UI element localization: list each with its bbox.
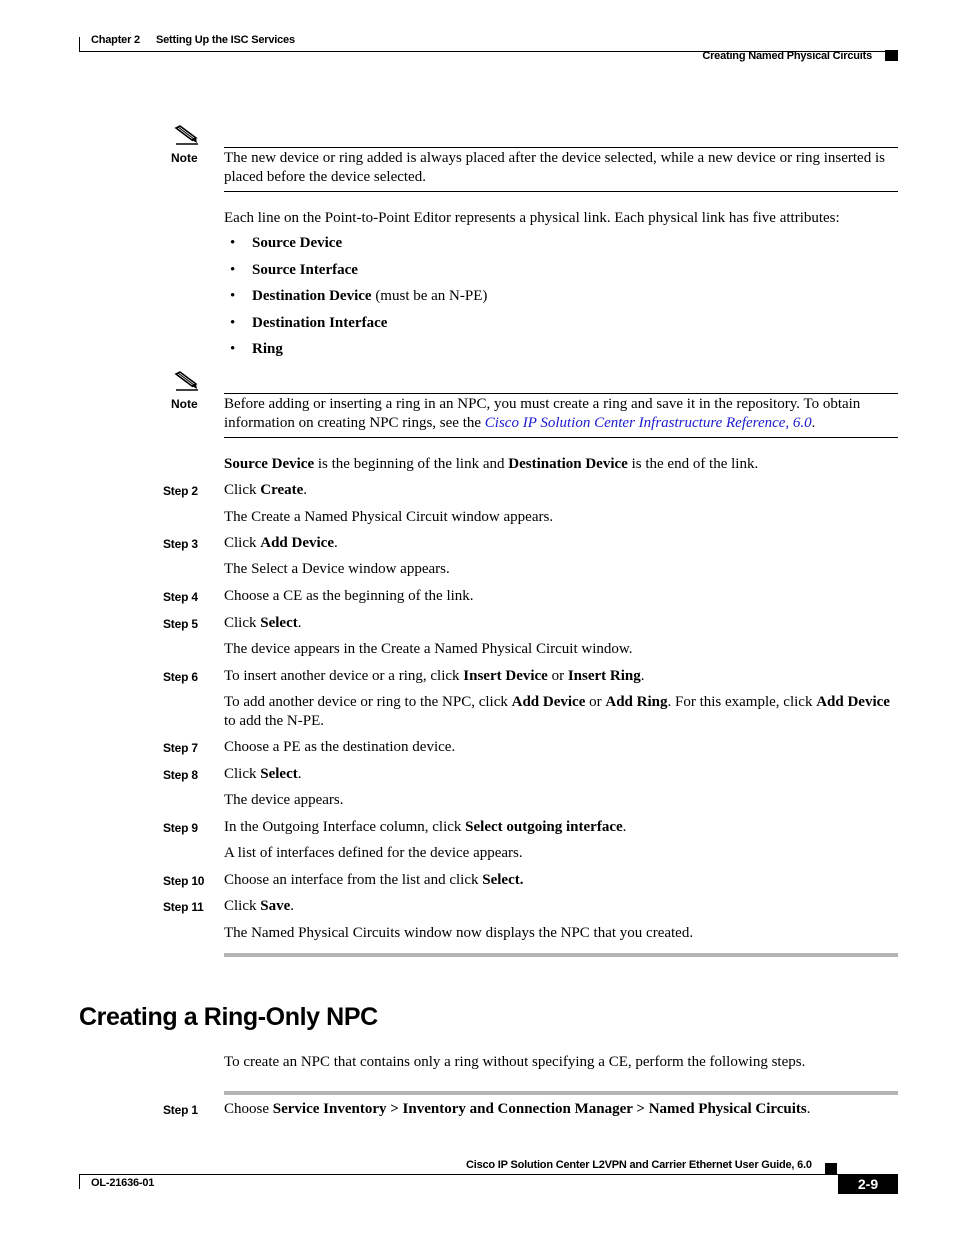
step-text: Click Add Device. bbox=[224, 535, 338, 551]
header-chapter-title: Setting Up the ISC Services bbox=[156, 34, 295, 46]
footer-guide-title: Cisco IP Solution Center L2VPN and Carrier Ethernet User Guide, 6.0 bbox=[466, 1159, 812, 1171]
step-label: Step 9 bbox=[163, 821, 198, 835]
step-label: Step 4 bbox=[163, 590, 198, 604]
list-item: Destination Device (must be an N-PE) bbox=[252, 288, 488, 304]
bullet: • bbox=[230, 288, 236, 304]
header-section: Creating Named Physical Circuits bbox=[702, 50, 872, 62]
step-label: Step 3 bbox=[163, 537, 198, 551]
page-number: 2-9 bbox=[838, 1174, 898, 1194]
step-text: Choose a PE as the destination device. bbox=[224, 739, 456, 755]
bullet: • bbox=[230, 235, 236, 251]
step-text: In the Outgoing Interface column, click Select outgoing interface. bbox=[224, 819, 627, 835]
step-label: Step 8 bbox=[163, 768, 198, 782]
note-top-rule bbox=[224, 393, 898, 394]
step-result: The device appears. bbox=[224, 792, 344, 808]
note-pencil-icon bbox=[174, 370, 200, 392]
step-label: Step 10 bbox=[163, 874, 205, 888]
step-label: Step 2 bbox=[163, 484, 198, 498]
step-result: The Select a Device window appears. bbox=[224, 561, 450, 577]
note-pencil-icon bbox=[174, 124, 200, 146]
step-result: To add another device or ring to the NPC, click Add Device or Add Ring. For this example, click Add Device to add the N-PE. bbox=[224, 694, 890, 729]
step-label: Step 6 bbox=[163, 670, 198, 684]
bullet: • bbox=[230, 262, 236, 278]
header-left-rule bbox=[79, 37, 80, 52]
footer-left-rule bbox=[79, 1174, 80, 1189]
section-intro: To create an NPC that contains only a ring without specifying a CE, perform the following steps. bbox=[224, 1054, 806, 1070]
footer-doc-id: OL-21636-01 bbox=[91, 1177, 155, 1189]
note-text: Before adding or inserting a ring in an NPC, you must create a ring and save it in the repository. To obtain information on creating NPC rings, see the Cisco IP Solution Center Infrastructure Reference, 6.0. bbox=[224, 396, 861, 431]
note-label: Note bbox=[171, 397, 198, 411]
list-item: Destination Interface bbox=[252, 315, 388, 331]
step-result: The Named Physical Circuits window now displays the NPC that you created. bbox=[224, 925, 694, 941]
step-result: A list of interfaces defined for the device appears. bbox=[224, 845, 523, 861]
procedure-start-rule bbox=[224, 1091, 898, 1095]
list-item: Source Device bbox=[252, 235, 343, 251]
step-label: Step 5 bbox=[163, 617, 198, 631]
list-item: Ring bbox=[252, 341, 283, 357]
footer-marker bbox=[825, 1163, 837, 1174]
step-label: Step 7 bbox=[163, 741, 198, 755]
bullet: • bbox=[230, 315, 236, 331]
note-bottom-rule bbox=[224, 191, 898, 192]
source-destination-paragraph: Source Device is the beginning of the link and Destination Device is the end of the link. bbox=[224, 456, 759, 472]
step-label: Step 1 bbox=[163, 1103, 198, 1117]
step-text: Click Select. bbox=[224, 766, 302, 782]
step-text: Click Save. bbox=[224, 898, 294, 914]
step-text: To insert another device or a ring, click Insert Device or Insert Ring. bbox=[224, 668, 645, 684]
step-text: Click Create. bbox=[224, 482, 308, 498]
header-chapter: Chapter 2 bbox=[91, 34, 140, 46]
note-label: Note bbox=[171, 151, 198, 165]
note-top-rule bbox=[224, 147, 898, 148]
section-heading: Creating a Ring-Only NPC bbox=[79, 1003, 378, 1031]
step-text: Choose an interface from the list and click Select. bbox=[224, 872, 524, 888]
note-text: The new device or ring added is always placed after the device selected, while a new device or ring inserted is placed before the device selected. bbox=[224, 150, 885, 185]
step-text: Choose a CE as the beginning of the link. bbox=[224, 588, 474, 604]
footer-rule bbox=[79, 1174, 898, 1175]
list-item: Source Interface bbox=[252, 262, 358, 278]
procedure-end-rule bbox=[224, 953, 898, 957]
header-marker bbox=[885, 50, 898, 61]
step-label: Step 11 bbox=[163, 900, 204, 914]
step-text: Choose Service Inventory > Inventory and Connection Manager > Named Physical Circuits. bbox=[224, 1101, 811, 1117]
step-text: Click Select. bbox=[224, 615, 302, 631]
step-result: The device appears in the Create a Named Physical Circuit window. bbox=[224, 641, 633, 657]
note-bottom-rule bbox=[224, 437, 898, 438]
step-result: The Create a Named Physical Circuit window appears. bbox=[224, 509, 554, 525]
intro-paragraph: Each line on the Point-to-Point Editor represents a physical link. Each physical link has five attributes: bbox=[224, 210, 840, 226]
infrastructure-reference-link[interactable]: Cisco IP Solution Center Infrastructure Reference, 6.0 bbox=[484, 415, 812, 431]
bullet: • bbox=[230, 341, 236, 357]
